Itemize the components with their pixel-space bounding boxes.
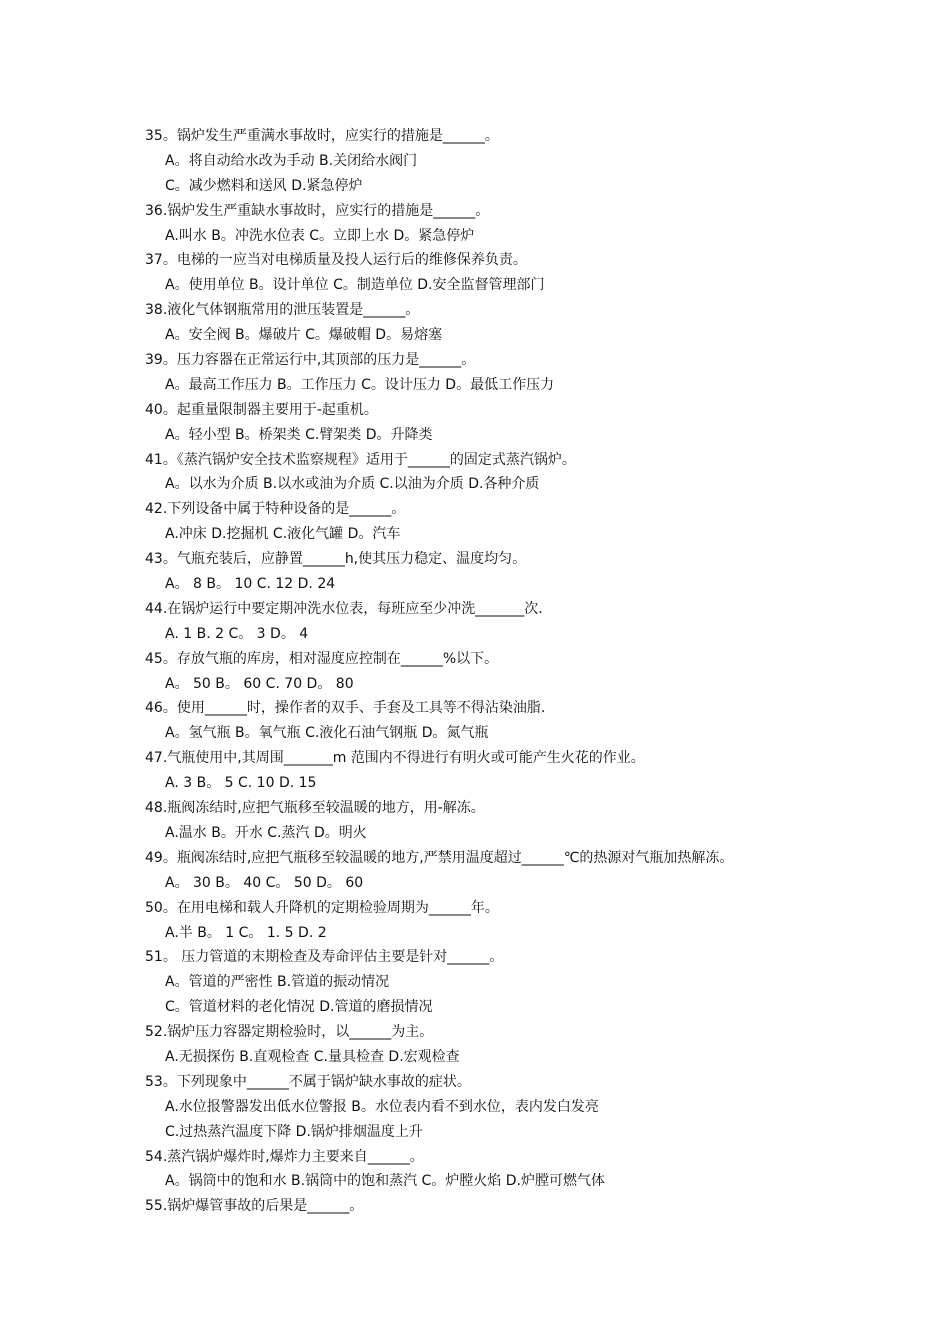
answer-options: A。轻小型 B。桥架类 C.臂架类 D。升降类	[165, 426, 433, 443]
question-text: 36.锅炉发生严重缺水事故时，应实行的措施是______。	[145, 202, 490, 219]
answer-options: A。 50 B。 60 C. 70 D。 80	[165, 675, 354, 692]
answer-options: A。使用单位 B。设计单位 C。制造单位 D.安全监督管理部门	[165, 277, 545, 294]
answer-options: A。 30 B。 40 C。 50 D。 60	[165, 874, 364, 891]
question-text: 43。气瓶充装后，应静置______h,使其压力稳定、温度均匀。	[145, 551, 527, 568]
answer-options: A.半 B。 1 C。 1. 5 D. 2	[165, 924, 327, 941]
answer-options: A。氢气瓶 B。氧气瓶 C.液化石油气钢瓶 D。氮气瓶	[165, 725, 489, 742]
question-text: 53。下列现象中______不属于锅炉缺水事故的症状。	[145, 1073, 471, 1090]
answer-options: A. 3 B。 5 C. 10 D. 15	[165, 775, 317, 792]
question-text: 42.下列设备中属于特种设备的是______。	[145, 501, 406, 518]
question-text: 46。使用______时，操作者的双手、手套及工具等不得沾染油脂.	[145, 700, 546, 717]
answer-options: A.冲床 D.挖掘机 C.液化气罐 D。汽车	[165, 526, 401, 543]
answer-options: A。 8 B。 10 C. 12 D. 24	[165, 576, 336, 593]
answer-options: A。安全阀 B。爆破片 C。爆破帽 D。易熔塞	[165, 327, 443, 344]
question-text: 41。《蒸汽锅炉安全技术监察规程》适用于______的固定式蒸汽锅炉。	[145, 451, 576, 468]
answer-options: A.无损探伤 B.直观检查 C.量具检查 D.宏观检查	[165, 1048, 460, 1065]
answer-options: A.温水 B。开水 C.蒸汽 D。明火	[165, 824, 367, 841]
answer-options: A.叫水 B。冲洗水位表 C。立即上水 D。紧急停炉	[165, 227, 475, 244]
question-text: 54.蒸汽锅炉爆炸时,爆炸力主要来自______。	[145, 1148, 424, 1165]
question-text: 48.瓶阀冻结时,应把气瓶移至较温暖的地方，用-解冻。	[145, 800, 485, 817]
question-text: 51。 压力管道的末期检查及寿命评估主要是针对______。	[145, 949, 504, 966]
question-text: 39。压力容器在正常运行中,其顶部的压力是______。	[145, 352, 476, 369]
answer-options: A。管道的严密性 B.管道的振动情况	[165, 974, 390, 991]
question-text: 37。电梯的一应当对电梯质量及投人运行后的维修保养负责。	[145, 252, 527, 269]
question-text: 38.液化气体钢瓶常用的泄压装置是______。	[145, 302, 420, 319]
question-text: 45。存放气瓶的库房，相对湿度应控制在______%以下。	[145, 650, 499, 667]
answer-options: A。将自动给水改为手动 B.关闭给水阀门	[165, 152, 418, 169]
answer-options: C。减少燃料和送风 D.紧急停炉	[165, 177, 363, 194]
answer-options: A。锅筒中的饱和水 B.锅筒中的饱和蒸汽 C。炉膛火焰 D.炉膛可燃气体	[165, 1173, 605, 1190]
question-text: 44.在锅炉运行中要定期冲洗水位表，每班应至少冲洗_______次.	[145, 600, 543, 617]
answer-options: A.水位报警器发出低水位警报 B。水位表内看不到水位，表内发白发亮	[165, 1098, 599, 1115]
answer-options: A。最高工作压力 B。工作压力 C。设计压力 D。最低工作压力	[165, 376, 555, 393]
question-text: 35。锅炉发生严重满水事故时，应实行的措施是______。	[145, 128, 499, 144]
answer-options: C.过热蒸汽温度下降 D.锅炉排烟温度上升	[165, 1123, 423, 1140]
question-text: 52.锅炉压力容器定期检验时，以______为主。	[145, 1024, 434, 1041]
answer-options: A. 1 B. 2 C。 3 D。 4	[165, 625, 309, 642]
question-list	[145, 124, 935, 1219]
answer-options: A。以水为介质 B.以水或油为介质 C.以油为介质 D.各种介质	[165, 476, 540, 493]
question-text: 50。在用电梯和载人升降机的定期检验周期为______年。	[145, 899, 499, 916]
question-text: 55.锅炉爆管事故的后果是______。	[145, 1198, 364, 1215]
answer-options: C。管道材料的老化情况 D.管道的磨损情况	[165, 999, 433, 1016]
question-text: 47.气瓶使用中,其周围_______m 范围内不得进行有明火或可能产生火花的作业。	[145, 750, 645, 767]
question-text: 49。瓶阀冻结时,应把气瓶移至较温暖的地方,严禁用温度超过______℃的热源对气瓶加热解冻。	[145, 849, 734, 866]
question-text: 40。起重量限制器主要用于-起重机。	[145, 401, 378, 418]
